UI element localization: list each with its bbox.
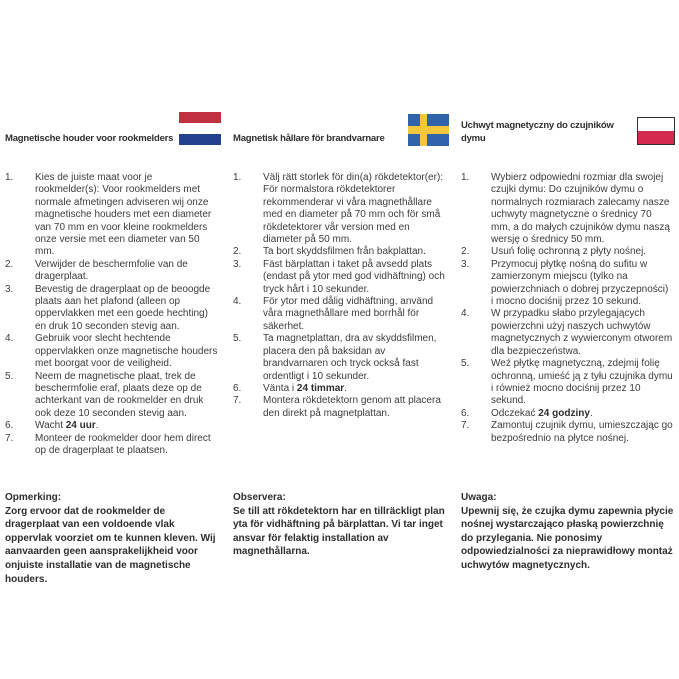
- step-number: 6.: [5, 420, 14, 432]
- step-item: [461, 246, 675, 258]
- step-number: 6.: [461, 407, 470, 419]
- step-item: [233, 246, 449, 258]
- step-item: [5, 172, 221, 259]
- poland-flag-icon: [637, 117, 675, 145]
- netherlands-flag-icon: [179, 112, 221, 145]
- step-text: Gebruik voor slecht hechtende oppervlakken onze magnetische houders met boorgat voor de veiligheid.: [35, 333, 218, 370]
- step-number: 5.: [233, 333, 242, 345]
- column-title: Magnetische houder voor rookmelders: [5, 133, 174, 144]
- step-text: Odczekać 24 godziny.: [491, 407, 593, 419]
- instruction-steps-dutch: [5, 172, 221, 457]
- step-item: [5, 371, 221, 421]
- step-number: 3.: [5, 283, 14, 295]
- step-number: 2.: [461, 246, 470, 258]
- step-text: Fäst bärplattan i taket på avsedd plats (endast på ytor med god vidhäftning) och tryck hårt i 10 sekunder.: [263, 258, 445, 295]
- step-number: 1.: [461, 172, 470, 183]
- step-text: Wacht 24 uur.: [35, 420, 99, 432]
- step-item: [5, 284, 221, 334]
- step-item: [233, 383, 449, 395]
- note-body: Zorg ervoor dat de rookmelder de dragerplaat van een voldoende vlak oppervlak voorziet om te kunnen kleven. Wij aanvaarden geen aansprakelijkheid voor onjuiste installatie van de magnetische houders.: [5, 505, 216, 585]
- note-heading: Uwaga:: [461, 492, 497, 503]
- step-text: Zamontuj czujnik dymu, umieszczając go bezpośrednio na płytce nośnej.: [491, 420, 673, 444]
- step-text: Verwijder de beschermfolie van de dragerplaat.: [35, 258, 188, 283]
- step-number: 5.: [5, 370, 14, 382]
- step-item: [5, 420, 221, 432]
- step-text: Wybierz odpowiedni rozmiar dla swojej czujki dymu: Do czujników dymu o normalnych rozmiarach zalecamy nasze uchwyty magnetyczne o średnicy 70 mm, a do małych czujników dymu naszą wersję o średnicy 50 mm.: [491, 172, 670, 246]
- column-header-swedish: [233, 112, 449, 146]
- step-text: Bevestig de dragerplaat op de beoogde plaats aan het plafond (alleen op oppervlakken met een goede hechting) en druk 10 seconden stevig aan.: [35, 283, 211, 332]
- step-item: [5, 333, 221, 370]
- step-text: Przymocuj płytkę nośną do sufitu w zamierzonym miejscu (tylko na powierzchniach o dobrej przyczepności) i mocno dociśnij przez 10 sekund.: [491, 258, 669, 308]
- column-dutch: [5, 0, 221, 679]
- step-item: [461, 420, 675, 445]
- note-body: Upewnij się, że czujka dymu zapewnia płycie nośnej wystarczająco płaską powierzchnię do przylegania. Nie ponosimy odpowiedzialności za nieprawidłowy montaż uchwytów magnetycznych.: [461, 505, 674, 571]
- step-item: [5, 433, 221, 458]
- column-header-dutch: [5, 112, 221, 146]
- column-title: Magnetisk hållare för brandvarnare: [233, 133, 385, 144]
- step-number: 4.: [461, 308, 470, 320]
- step-text: Vänta i 24 timmar.: [263, 382, 347, 394]
- step-text: Neem de magnetische plaat, trek de beschermfolie eraf, plaats deze op de achterkant van de rookmelder en druk ook deze 10 seconden stevig aan.: [35, 370, 204, 419]
- step-number: 6.: [233, 382, 242, 394]
- step-item: [5, 259, 221, 284]
- step-text: För ytor med dålig vidhäftning, använd våra magnethållare med borrhål för säkerhet.: [263, 296, 434, 332]
- step-number: 3.: [233, 258, 242, 270]
- step-item: [461, 259, 675, 309]
- note-body: Se till att rökdetektorn har en tillräckligt plan yta för vidhäftning på bärplattan. Vi tar inget ansvar för felaktig installation av magnethållarna.: [233, 505, 445, 558]
- step-text: W przypadku słabo przylegających powierzchni użyj naszych uchwytów magnetycznych z wywierconym otworem dla bezpieczeństwa.: [491, 308, 673, 357]
- step-number: 1.: [5, 172, 14, 183]
- column-polish: [461, 0, 675, 679]
- step-number: 2.: [5, 258, 14, 270]
- step-item: [233, 333, 449, 383]
- step-text: Ta bort skyddsfilmen från bakplattan.: [263, 246, 426, 258]
- step-text: Kies de juiste maat voor je rookmelder(s): Voor rookmelders met normale afmetingen adviseren wij onze magnetische houders met een diameter van 70 mm en voor kleine rookmelders onze versie met een diameter van 50 mm.: [35, 172, 212, 258]
- sweden-flag-icon: [408, 114, 449, 146]
- step-item: [233, 259, 449, 296]
- instruction-steps-swedish: [233, 172, 449, 420]
- step-text: Weź płytkę magnetyczną, zdejmij folię ochronną, umieść ją z tyłu czujnika dymu i również mocno dociśnij przez 10 sekund.: [491, 358, 673, 407]
- step-number: 5.: [461, 358, 470, 370]
- step-text: Monteer de rookmelder door hem direct op de dragerplaat te plaatsen.: [35, 432, 211, 456]
- step-item: [461, 358, 675, 408]
- step-item: [233, 172, 449, 246]
- note-polish: [461, 491, 675, 573]
- step-number: 1.: [233, 172, 242, 183]
- step-item: [461, 172, 675, 246]
- step-item: [461, 408, 675, 420]
- column-title: Uchwyt magnetyczny do czujników dymu: [461, 120, 614, 144]
- note-dutch: [5, 491, 221, 586]
- step-number: 3.: [461, 258, 470, 270]
- step-number: 7.: [233, 395, 242, 407]
- step-item: [233, 296, 449, 333]
- note-swedish: [233, 491, 449, 559]
- step-number: 2.: [233, 246, 242, 258]
- column-swedish: [233, 0, 449, 679]
- step-item: [233, 395, 449, 420]
- step-number: 4.: [233, 296, 242, 308]
- step-number: 4.: [5, 333, 14, 345]
- step-number: 7.: [461, 420, 470, 432]
- instruction-steps-polish: [461, 172, 675, 445]
- step-text: Montera rökdetektorn genom att placera den direkt på magnetplattan.: [263, 395, 441, 419]
- note-heading: Observera:: [233, 492, 286, 503]
- note-heading: Opmerking:: [5, 492, 62, 503]
- step-text: Välj rätt storlek för din(a) rökdetektor(er): För normalstora rökdetektorer rekommenderar vi våra magnethållare med en diameter på 70 mm och för små rökdetektorer vår version med en diameter på 50 mm.: [263, 172, 444, 246]
- step-number: 7.: [5, 432, 14, 444]
- step-text: Usuń folię ochronną z płyty nośnej.: [491, 246, 647, 258]
- step-item: [461, 308, 675, 358]
- step-text: Ta magnetplattan, dra av skyddsfilmen, placera den på baksidan av brandvarnaren och tryck också fast ordentligt i 10 sekunder.: [263, 333, 437, 382]
- column-header-polish: [461, 112, 675, 146]
